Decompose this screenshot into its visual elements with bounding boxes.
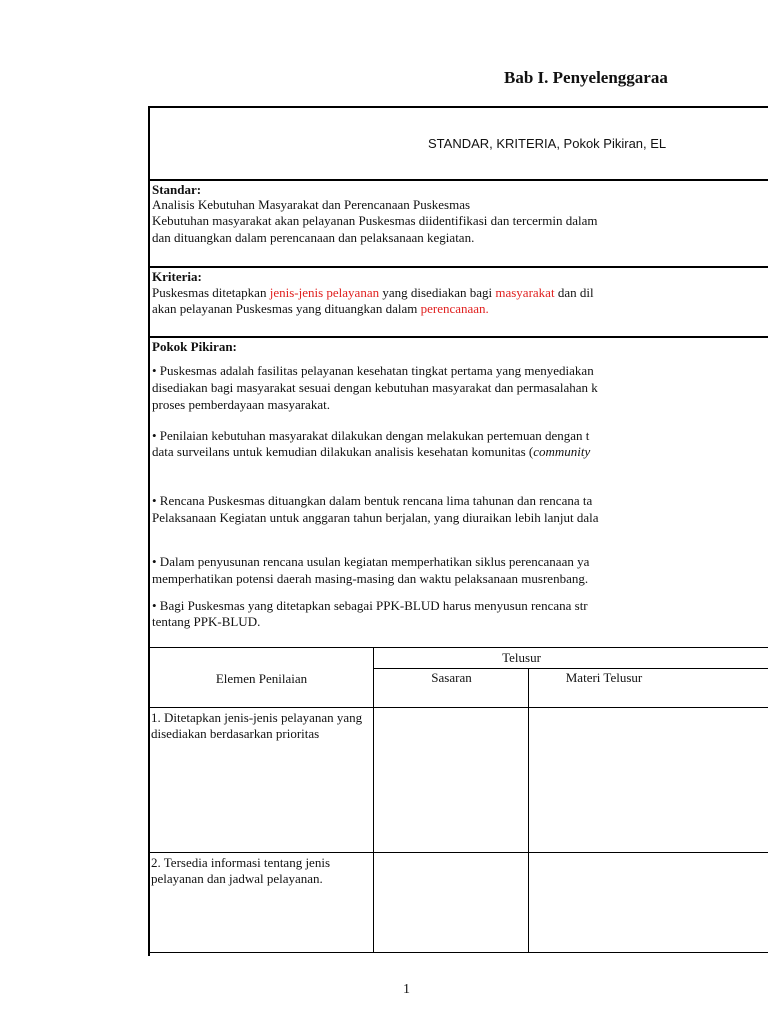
section-divider — [148, 179, 768, 181]
kriteria-highlight: perencanaan. — [420, 301, 489, 316]
kriteria-text: akan pelayanan Puskesmas yang dituangkan dalam — [152, 301, 421, 316]
telusur-text: Telusur — [502, 650, 541, 665]
table-border — [148, 952, 768, 953]
section-divider — [148, 336, 768, 338]
column-header-sasaran: Sasaran — [431, 670, 472, 685]
table-border — [528, 668, 529, 953]
pokok-text: data surveilans untuk kemudian dilakukan analisis kesehatan komunitas ( — [152, 444, 534, 459]
table-row-elemen: 1. Ditetapkan jenis-jenis pelayanan yang disediakan berdasarkan prioritas — [151, 710, 363, 741]
pokok-line: proses pemberdayaan masyarakat. — [152, 397, 330, 412]
table-border — [373, 668, 768, 669]
table-row-elemen: 2. Tersedia informasi tentang jenis pelayanan dan jadwal pelayanan. — [151, 855, 330, 886]
column-header-materi: Materi Telusur — [565, 670, 643, 685]
pokok-italic: community — [533, 444, 591, 459]
pokok-line: • Puskesmas adalah fasilitas pelayanan kesehatan tingkat pertama yang menyediakan — [152, 363, 594, 378]
section-divider — [148, 266, 768, 268]
pokok-label: Pokok Pikiran: — [152, 339, 237, 354]
pokok-line: Pelaksanaan Kegiatan untuk anggaran tahun berjalan, yang diuraikan lebih lanjut dala — [152, 510, 599, 525]
kriteria-label: Kriteria: — [152, 269, 202, 284]
page-title: Bab I. Penyelenggaraa — [504, 68, 668, 87]
kriteria-highlight: masyarakat — [495, 285, 555, 300]
pokok-line: disediakan bagi masyarakat sesuai dengan kebutuhan masyarakat dan permasalahan k — [152, 380, 598, 395]
pokok-line: • Penilaian kebutuhan masyarakat dilakukan dengan melakukan pertemuan dengan t — [152, 428, 590, 443]
table-border — [373, 647, 374, 953]
column-header-telusur — [375, 650, 768, 666]
kriteria-text: dan dil — [554, 285, 594, 300]
pokok-line: • Dalam penyusunan rencana usulan kegiatan memperhatikan siklus perencanaan ya — [152, 554, 590, 569]
standar-label: Standar: — [152, 182, 202, 197]
pokok-line: • Rencana Puskesmas dituangkan dalam bentuk rencana lima tahunan dan rencana ta — [152, 493, 593, 508]
table-border — [148, 852, 768, 853]
pokok-line: tentang PPK-BLUD. — [152, 614, 261, 629]
kriteria-line — [152, 301, 489, 318]
pokok-line: memperhatikan potensi daerah masing-masing dan waktu pelaksanaan musrenbang. — [152, 571, 589, 586]
pokok-line — [152, 444, 590, 461]
kriteria-text: yang disediakan bagi — [379, 285, 496, 300]
standar-line: Analisis Kebutuhan Masyarakat dan Perencanaan Puskesmas — [152, 197, 471, 212]
standar-line: Kebutuhan masyarakat akan pelayanan Puskesmas diidentifikasi dan tercermin dalam — [152, 213, 598, 228]
kriteria-line — [152, 285, 594, 302]
table-border — [148, 707, 768, 708]
standar-line: dan dituangkan dalam perencanaan dan pelaksanaan kegiatan. — [152, 230, 475, 245]
table-border — [148, 647, 768, 648]
header-text: STANDAR, KRITERIA, Pokok Pikiran, EL — [428, 136, 667, 151]
page-number: 1 — [403, 982, 410, 997]
column-header-elemen: Elemen Penilaian — [215, 671, 308, 686]
kriteria-highlight: jenis-jenis pelayanan — [269, 285, 380, 300]
kriteria-text: Puskesmas ditetapkan — [152, 285, 270, 300]
pokok-line: • Bagi Puskesmas yang ditetapkan sebagai PPK-BLUD harus menyusun rencana str — [152, 598, 588, 613]
